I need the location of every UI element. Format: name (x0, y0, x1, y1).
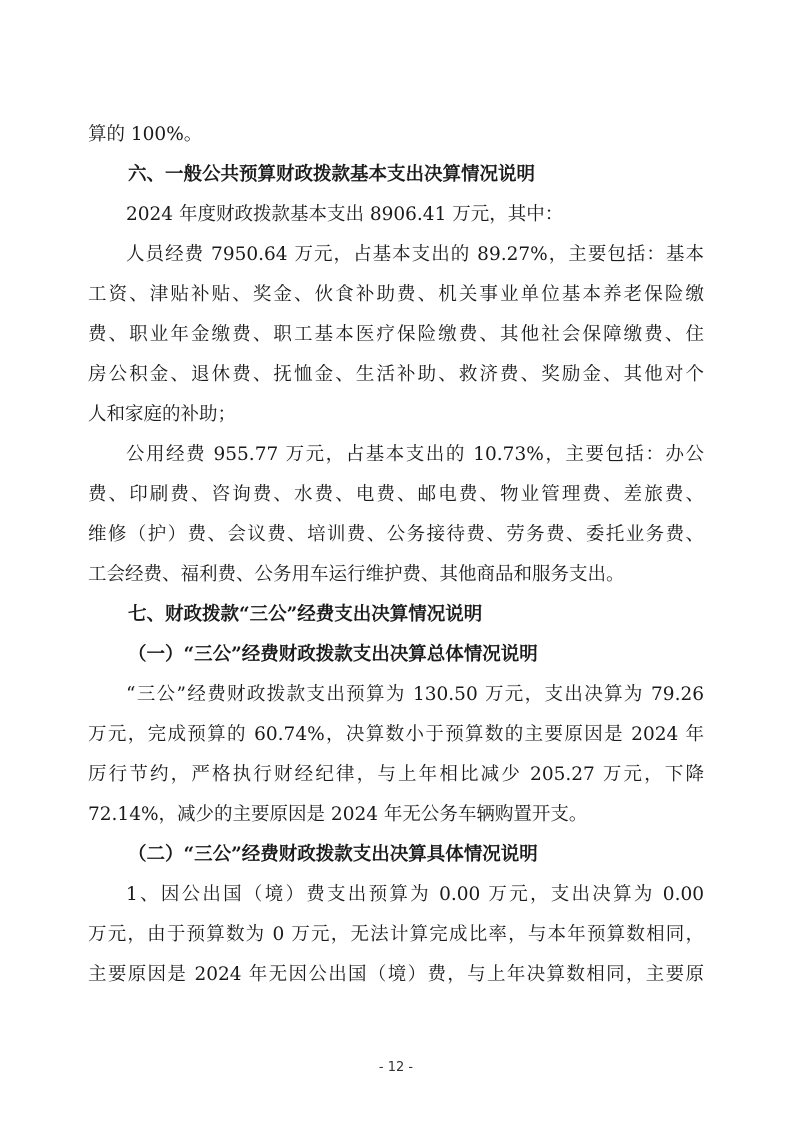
paragraph-line: 维修（护）费、会议费、培训费、公务接待费、劳务费、委托业务费、 (88, 524, 704, 545)
subsection-heading-2: （二）“三公”经费财政拨款支出决算具体情况说明 (128, 844, 538, 865)
paragraph-line: 工资、津贴补贴、奖金、伙食补助费、机关事业单位基本养老保险缴 (88, 284, 704, 305)
paragraph-line: 公用经费 955.77 万元，占基本支出的 10.73%，主要包括：办公 (126, 444, 704, 465)
section-heading-6: 六、一般公共预算财政拨款基本支出决算情况说明 (128, 164, 536, 185)
paragraph-line: 工会经费、福利费、公务用车运行维护费、其他商品和服务支出。 (88, 564, 625, 585)
paragraph-line: 万元，完成预算的 60.74%，决算数小于预算数的主要原因是 2024 年 (88, 724, 704, 745)
paragraph-line: 人和家庭的补助； (88, 404, 237, 425)
page-number: - 12 - (378, 1060, 414, 1075)
paragraph-line: 算的 100%。 (88, 124, 203, 145)
paragraph-line: 人员经费 7950.64 万元，占基本支出的 89.27%，主要包括：基本 (126, 244, 704, 265)
paragraph-line: 2024 年度财政拨款基本支出 8906.41 万元，其中： (126, 204, 564, 225)
paragraph-line: 万元，由于预算数为 0 万元，无法计算完成比率，与本年预算数相同， (88, 924, 704, 945)
paragraph-line: 厉行节约，严格执行财经纪律，与上年相比减少 205.27 万元，下降 (88, 764, 704, 785)
paragraph-line: “三公”经费财政拨款支出预算为 130.50 万元，支出决算为 79.26 (126, 684, 704, 705)
document-body (88, 115, 704, 995)
paragraph-line: 房公积金、退休费、抚恤金、生活补助、救济费、奖励金、其他对个 (88, 364, 704, 385)
paragraph-line: 1、因公出国（境）费支出预算为 0.00 万元，支出决算为 0.00 (126, 884, 704, 905)
paragraph-line: 费、职业年金缴费、职工基本医疗保险缴费、其他社会保障缴费、住 (88, 324, 704, 345)
paragraph-line: 72.14%，减少的主要原因是 2024 年无公务车辆购置开支。 (88, 804, 588, 825)
section-heading-7: 七、财政拨款“三公”经费支出决算情况说明 (128, 604, 483, 625)
subsection-heading-1: （一）“三公”经费财政拨款支出决算总体情况说明 (128, 644, 538, 665)
paragraph-line: 费、印刷费、咨询费、水费、电费、邮电费、物业管理费、差旅费、 (88, 484, 704, 505)
paragraph-line: 主要原因是 2024 年无因公出国（境）费，与上年决算数相同，主要原 (88, 964, 704, 985)
